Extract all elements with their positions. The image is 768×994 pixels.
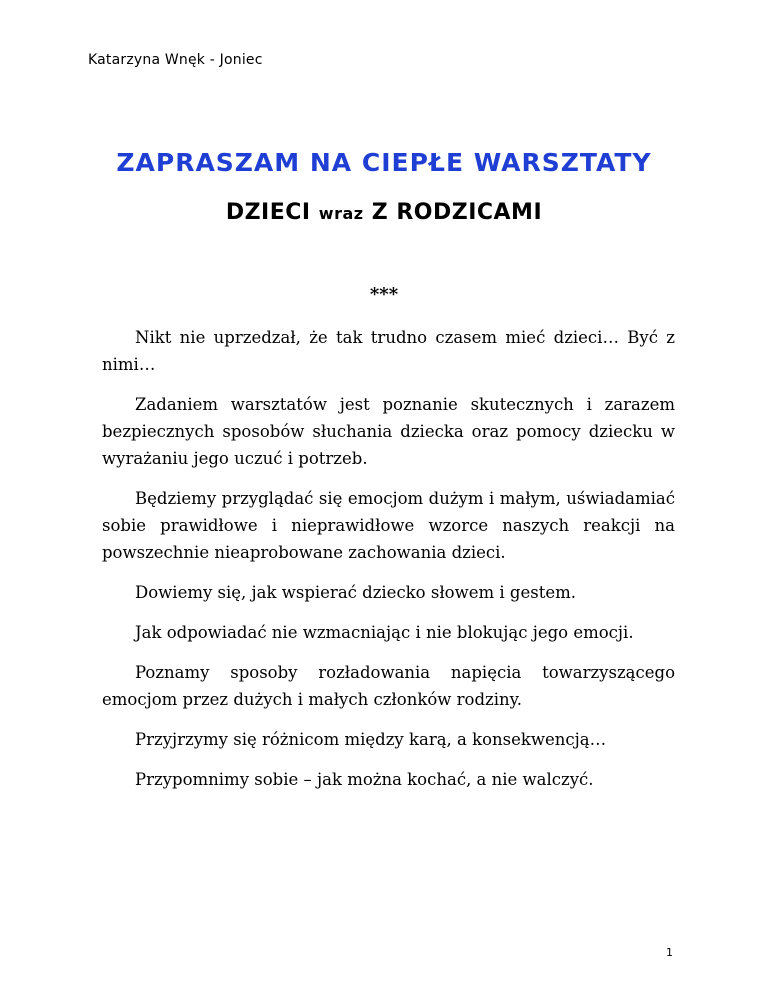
paragraph: Poznamy sposoby rozładowania napięcia towarzyszącego emocjom przez dużych i małych członków rodziny.: [102, 663, 675, 709]
paragraph: Dowiemy się, jak wspierać dziecko słowem i gestem.: [135, 583, 576, 602]
main-title: ZAPRASZAM NA CIEPŁE WARSZTATY: [116, 148, 652, 177]
page-number: 1: [666, 946, 673, 959]
paragraph: Nikt nie uprzedzał, że tak trudno czasem mieć dzieci… Być z nimi…: [102, 328, 675, 374]
subtitle-part-3: Z RODZICAMI: [371, 200, 543, 225]
paragraph: Przypomnimy sobie – jak można kochać, a nie walczyć.: [135, 770, 594, 789]
subtitle-part-2: wraz: [318, 204, 364, 223]
paragraph: Zadaniem warsztatów jest poznanie skutecznych i zarazem bezpiecznych sposobów słuchania dziecka oraz pomocy dziecku w wyrażaniu jego uczuć i potrzeb.: [102, 395, 675, 468]
paragraph: Jak odpowiadać nie wzmacniając i nie blokując jego emocji.: [135, 623, 634, 642]
subtitle-part-1: DZIECI: [225, 200, 311, 225]
subtitle: [0, 200, 768, 225]
body-content: [102, 324, 675, 806]
author-header: Katarzyna Wnęk - Joniec: [88, 52, 263, 68]
paragraph: Będziemy przyglądać się emocjom dużym i małym, uświadamiać sobie prawidłowe i nieprawidłowe wzorce naszych reakcji na powszechnie nieaprobowane zachowania dzieci.: [102, 489, 675, 562]
separator-asterisks: ***: [369, 284, 399, 305]
paragraph: Przyjrzymy się różnicom między karą, a konsekwencją…: [135, 730, 607, 749]
